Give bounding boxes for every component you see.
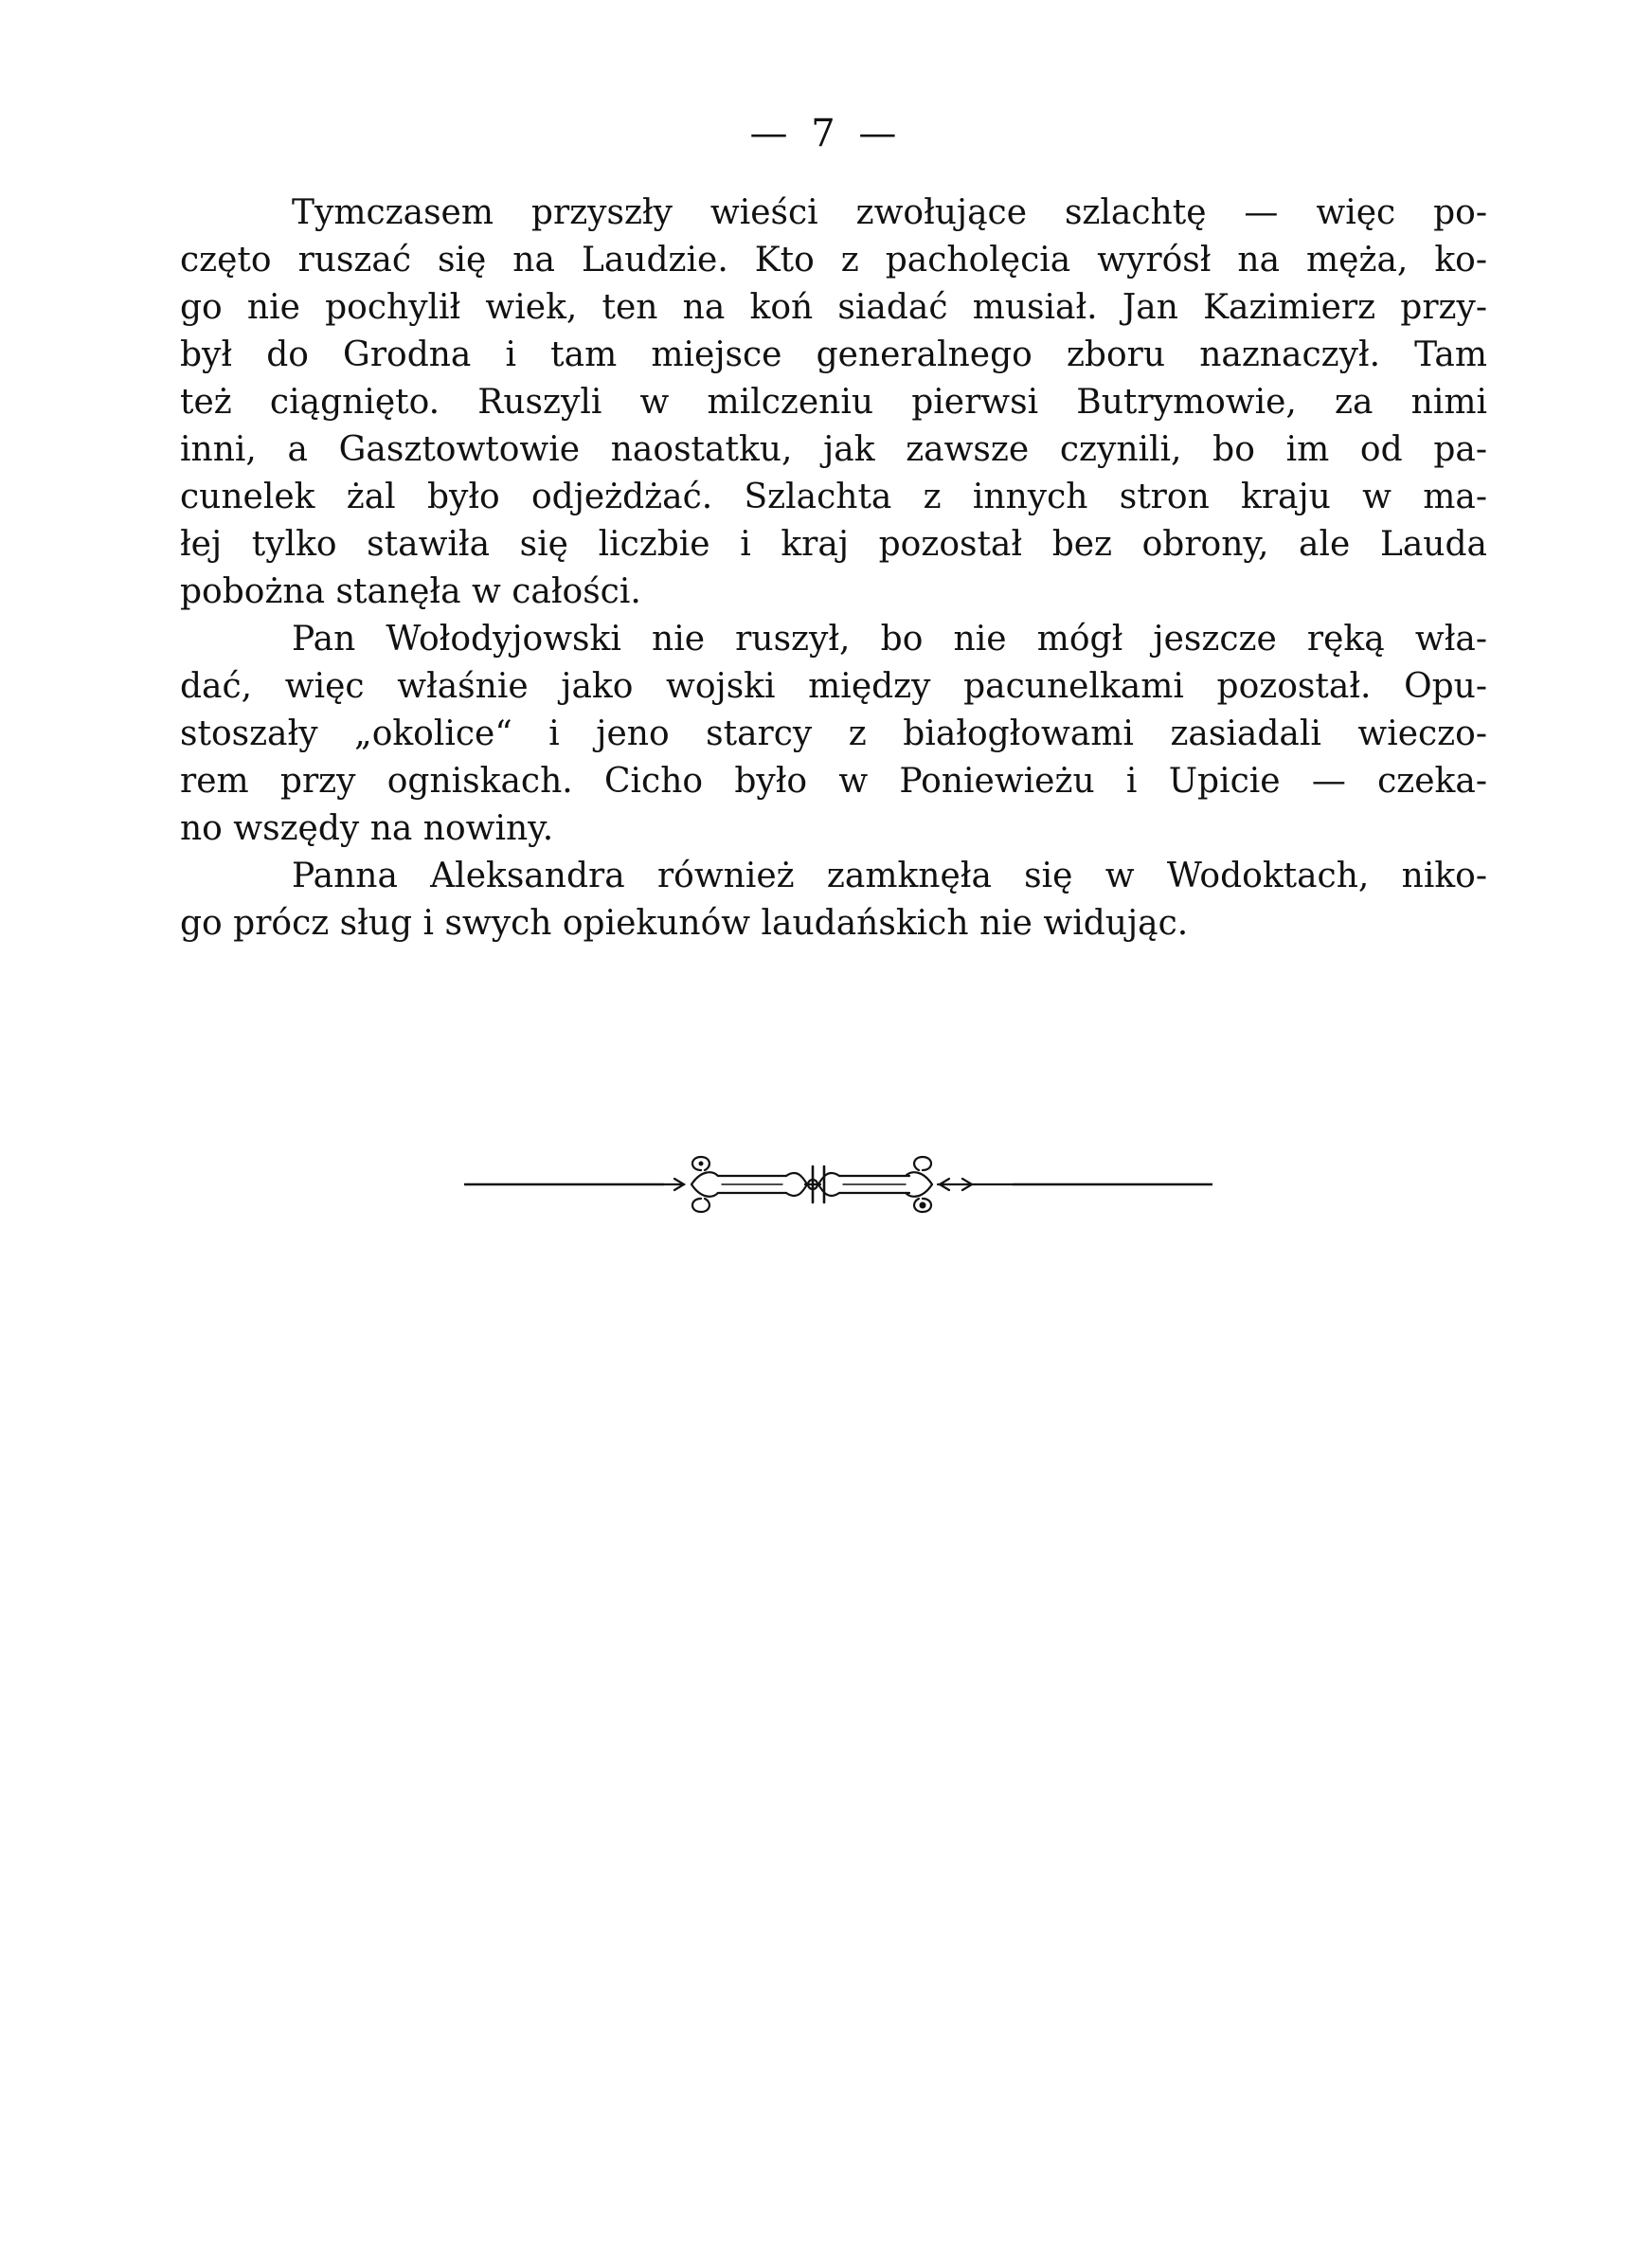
text-line: też ciągnięto. Ruszyli w milczeniu pierwsi Butrymowie, za nimi: [180, 383, 1487, 422]
page-number: — 7 —: [749, 112, 903, 155]
text-line: go prócz sług i swych opiekunów laudańskich nie widując.: [180, 904, 1189, 943]
body-text: [180, 190, 1487, 948]
text-line: cunelek żal było odjeżdżać. Szlachta z innych stron kraju w ma-: [180, 478, 1487, 516]
text-line: go nie pochylił wiek, ten na koń siadać musiał. Jan Kazimierz przy-: [180, 288, 1487, 327]
text-line: inni, a Gasztowtowie naostatku, jak zawsze czynili, bo im od pa-: [180, 430, 1487, 469]
text-line: był do Grodna i tam miejsce generalnego zboru naznaczył. Tam: [180, 335, 1487, 374]
text-line: częto ruszać się na Laudzie. Kto z pacholęcia wyrósł na męża, ko-: [180, 241, 1487, 280]
text-line: Pan Wołodyjowski nie ruszył, bo nie mógł jeszcze ręką wła-: [292, 620, 1487, 659]
text-line: Tymczasem przyszły wieści zwołujące szlachtę — więc po-: [292, 193, 1487, 232]
decorative-flourish-divider-icon: [464, 1151, 1212, 1218]
text-line: Panna Aleksandra również zamknęła się w Wodoktach, niko-: [292, 857, 1487, 895]
text-line: łej tylko stawiła się liczbie i kraj pozostał bez obrony, ale Lauda: [180, 525, 1487, 564]
text-line: pobożna stanęła w całości.: [180, 572, 641, 611]
text-line: dać, więc właśnie jako wojski między pacunelkami pozostał. Opu-: [180, 667, 1487, 706]
text-line: stoszały „okolice“ i jeno starcy z białogłowami zasiadali wieczo-: [180, 714, 1487, 753]
text-line: no wszędy na nowiny.: [180, 809, 554, 848]
text-line: rem przy ogniskach. Cicho było w Poniewieżu i Upicie — czeka-: [180, 762, 1487, 801]
